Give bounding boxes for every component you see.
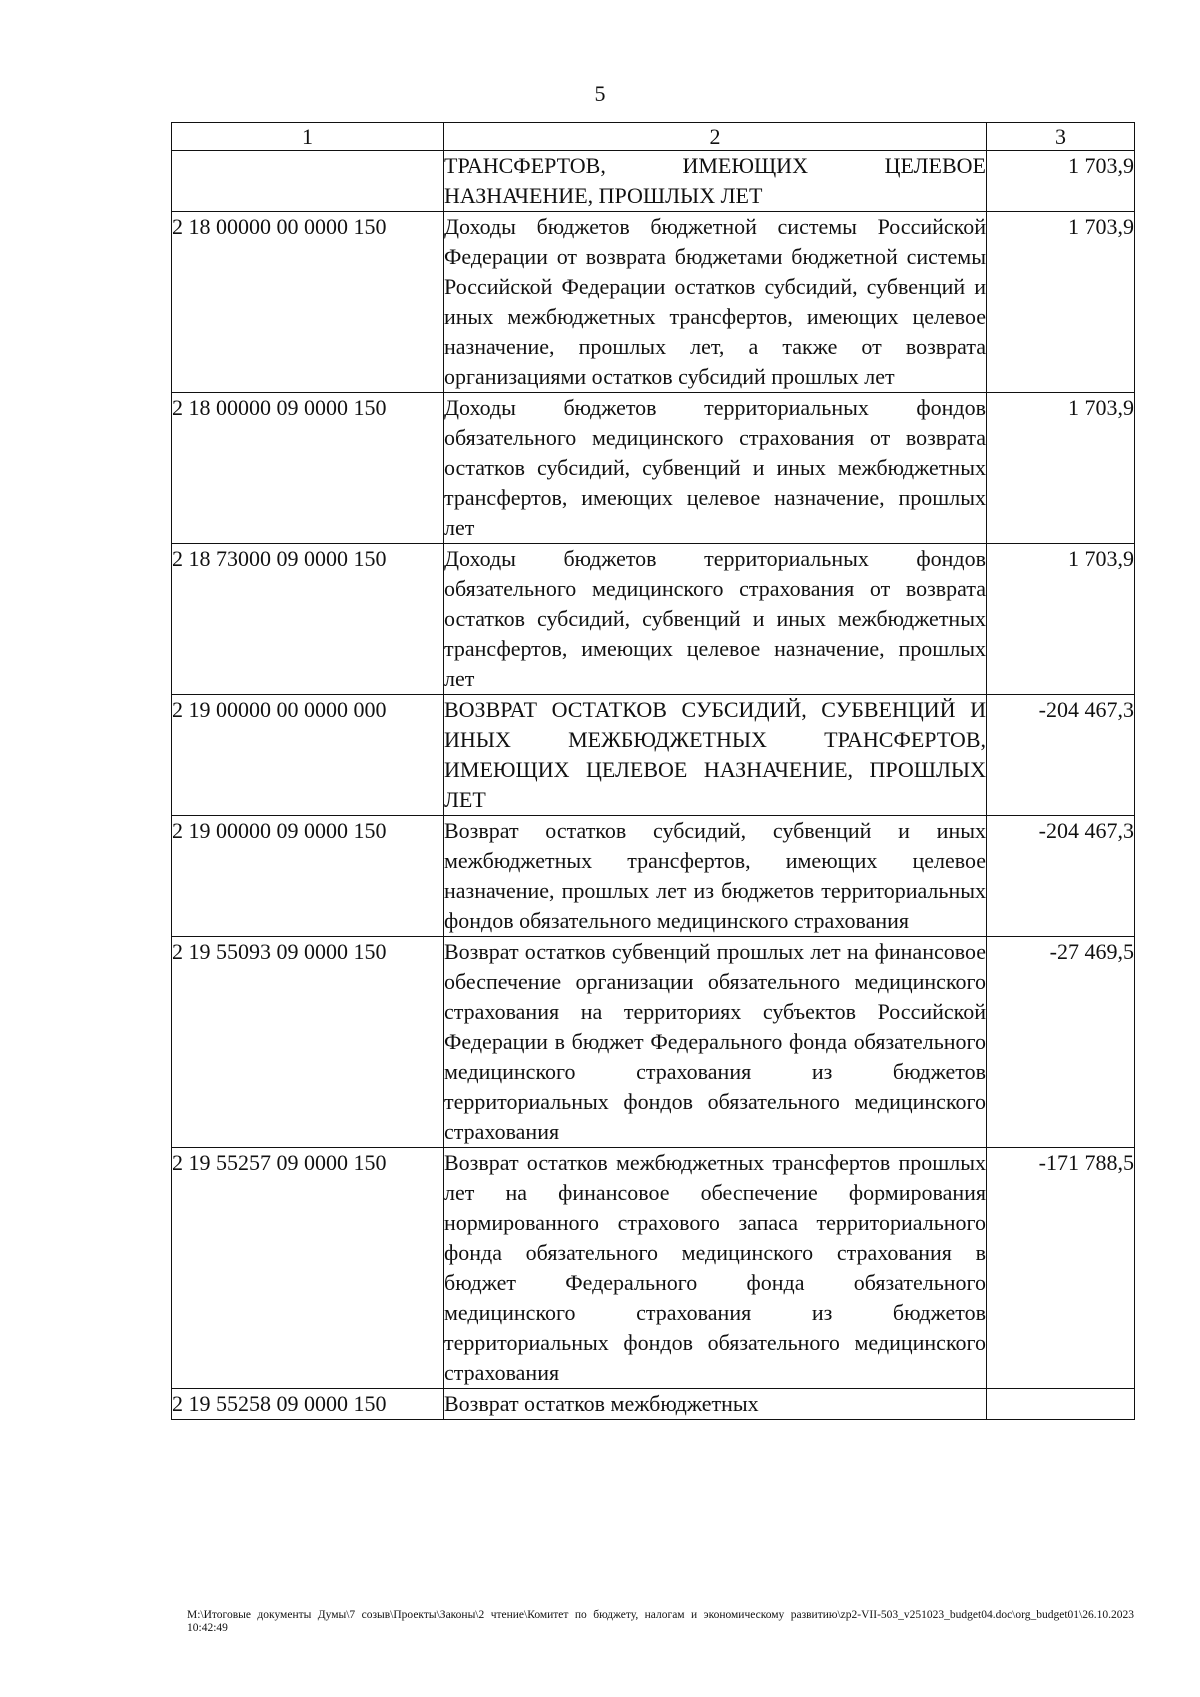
row-amount: 1 703,9 <box>987 393 1135 544</box>
table-row <box>172 544 1135 695</box>
row-name: ТРАНСФЕРТОВ, ИМЕЮЩИХ ЦЕЛЕВОЕ НАЗНАЧЕНИЕ, ПРОШЛЫХ ЛЕТ <box>444 151 987 212</box>
page-number: 5 <box>594 81 606 106</box>
row-amount: -171 788,5 <box>987 1148 1135 1389</box>
row-code: 2 18 73000 09 0000 150 <box>172 544 444 695</box>
row-name: ВОЗВРАТ ОСТАТКОВ СУБСИДИЙ, СУБВЕНЦИЙ И ИНЫХ МЕЖБЮДЖЕТНЫХ ТРАНСФЕРТОВ, ИМЕЮЩИХ ЦЕЛЕВОЕ НАЗНАЧЕНИЕ, ПРОШЛЫХ ЛЕТ <box>444 695 987 816</box>
row-code: 2 18 00000 09 0000 150 <box>172 393 444 544</box>
table-header-row <box>172 123 1135 151</box>
row-name: Возврат остатков субсидий, субвенций и иных межбюджетных трансфертов, имеющих целевое назначение, прошлых лет из бюджетов территориальных фондов обязательного медицинского страхования <box>444 816 987 937</box>
table-row <box>172 816 1135 937</box>
budget-table <box>171 122 1135 1420</box>
file-path-footer: M:\Итоговые документы Думы\7 созыв\Проекты\Законы\2 чтение\Комитет по бюджету, налогам и экономическому развитию\zp2-VII-503_v251023_budget04.doc\org_budget01\26.10.2023 10:42:49 <box>187 1609 1134 1634</box>
row-name: Доходы бюджетов территориальных фондов обязательного медицинского страхования от возврата остатков субсидий, субвенций и иных межбюджетных трансфертов, имеющих целевое назначение, прошлых лет <box>444 544 987 695</box>
table-row <box>172 212 1135 393</box>
column-header-code: 1 <box>172 123 444 151</box>
row-name: Возврат остатков межбюджетных <box>444 1389 987 1420</box>
row-name: Доходы бюджетов территориальных фондов обязательного медицинского страхования от возврата остатков субсидий, субвенций и иных межбюджетных трансфертов, имеющих целевое назначение, прошлых лет <box>444 393 987 544</box>
column-header-amount: 3 <box>987 123 1135 151</box>
table-row <box>172 1148 1135 1389</box>
row-name: Доходы бюджетов бюджетной системы Российской Федерации от возврата бюджетами бюджетной системы Российской Федерации остатков субсидий, субвенций и иных межбюджетных трансфертов, имеющих целевое назначение, прошлых лет, а также от возврата организациями остатков субсидий прошлых лет <box>444 212 987 393</box>
table-row <box>172 151 1135 212</box>
row-code: 2 19 00000 00 0000 000 <box>172 695 444 816</box>
table-row <box>172 1389 1135 1420</box>
row-amount: -204 467,3 <box>987 816 1135 937</box>
row-code: 2 19 00000 09 0000 150 <box>172 816 444 937</box>
row-amount: -204 467,3 <box>987 695 1135 816</box>
row-amount: 1 703,9 <box>987 212 1135 393</box>
row-amount: -27 469,5 <box>987 937 1135 1148</box>
row-amount <box>987 1389 1135 1420</box>
row-name: Возврат остатков межбюджетных трансфертов прошлых лет на финансовое обеспечение формирования нормированного страхового запаса территориального фонда обязательного медицинского страхования в бюджет Федерального фонда обязательного медицинского страхования из бюджетов территориальных фондов обязательного медицинского страхования <box>444 1148 987 1389</box>
row-amount: 1 703,9 <box>987 544 1135 695</box>
row-name: Возврат остатков субвенций прошлых лет на финансовое обеспечение организации обязательного медицинского страхования на территориях субъектов Российской Федерации в бюджет Федерального фонда обязательного медицинского страхования из бюджетов территориальных фондов обязательного медицинского страхования <box>444 937 987 1148</box>
row-code: 2 18 00000 00 0000 150 <box>172 212 444 393</box>
table-row <box>172 393 1135 544</box>
row-code <box>172 151 444 212</box>
table-row <box>172 937 1135 1148</box>
row-code: 2 19 55257 09 0000 150 <box>172 1148 444 1389</box>
row-amount: 1 703,9 <box>987 151 1135 212</box>
column-header-name: 2 <box>444 123 987 151</box>
row-code: 2 19 55093 09 0000 150 <box>172 937 444 1148</box>
row-code: 2 19 55258 09 0000 150 <box>172 1389 444 1420</box>
table-row <box>172 695 1135 816</box>
